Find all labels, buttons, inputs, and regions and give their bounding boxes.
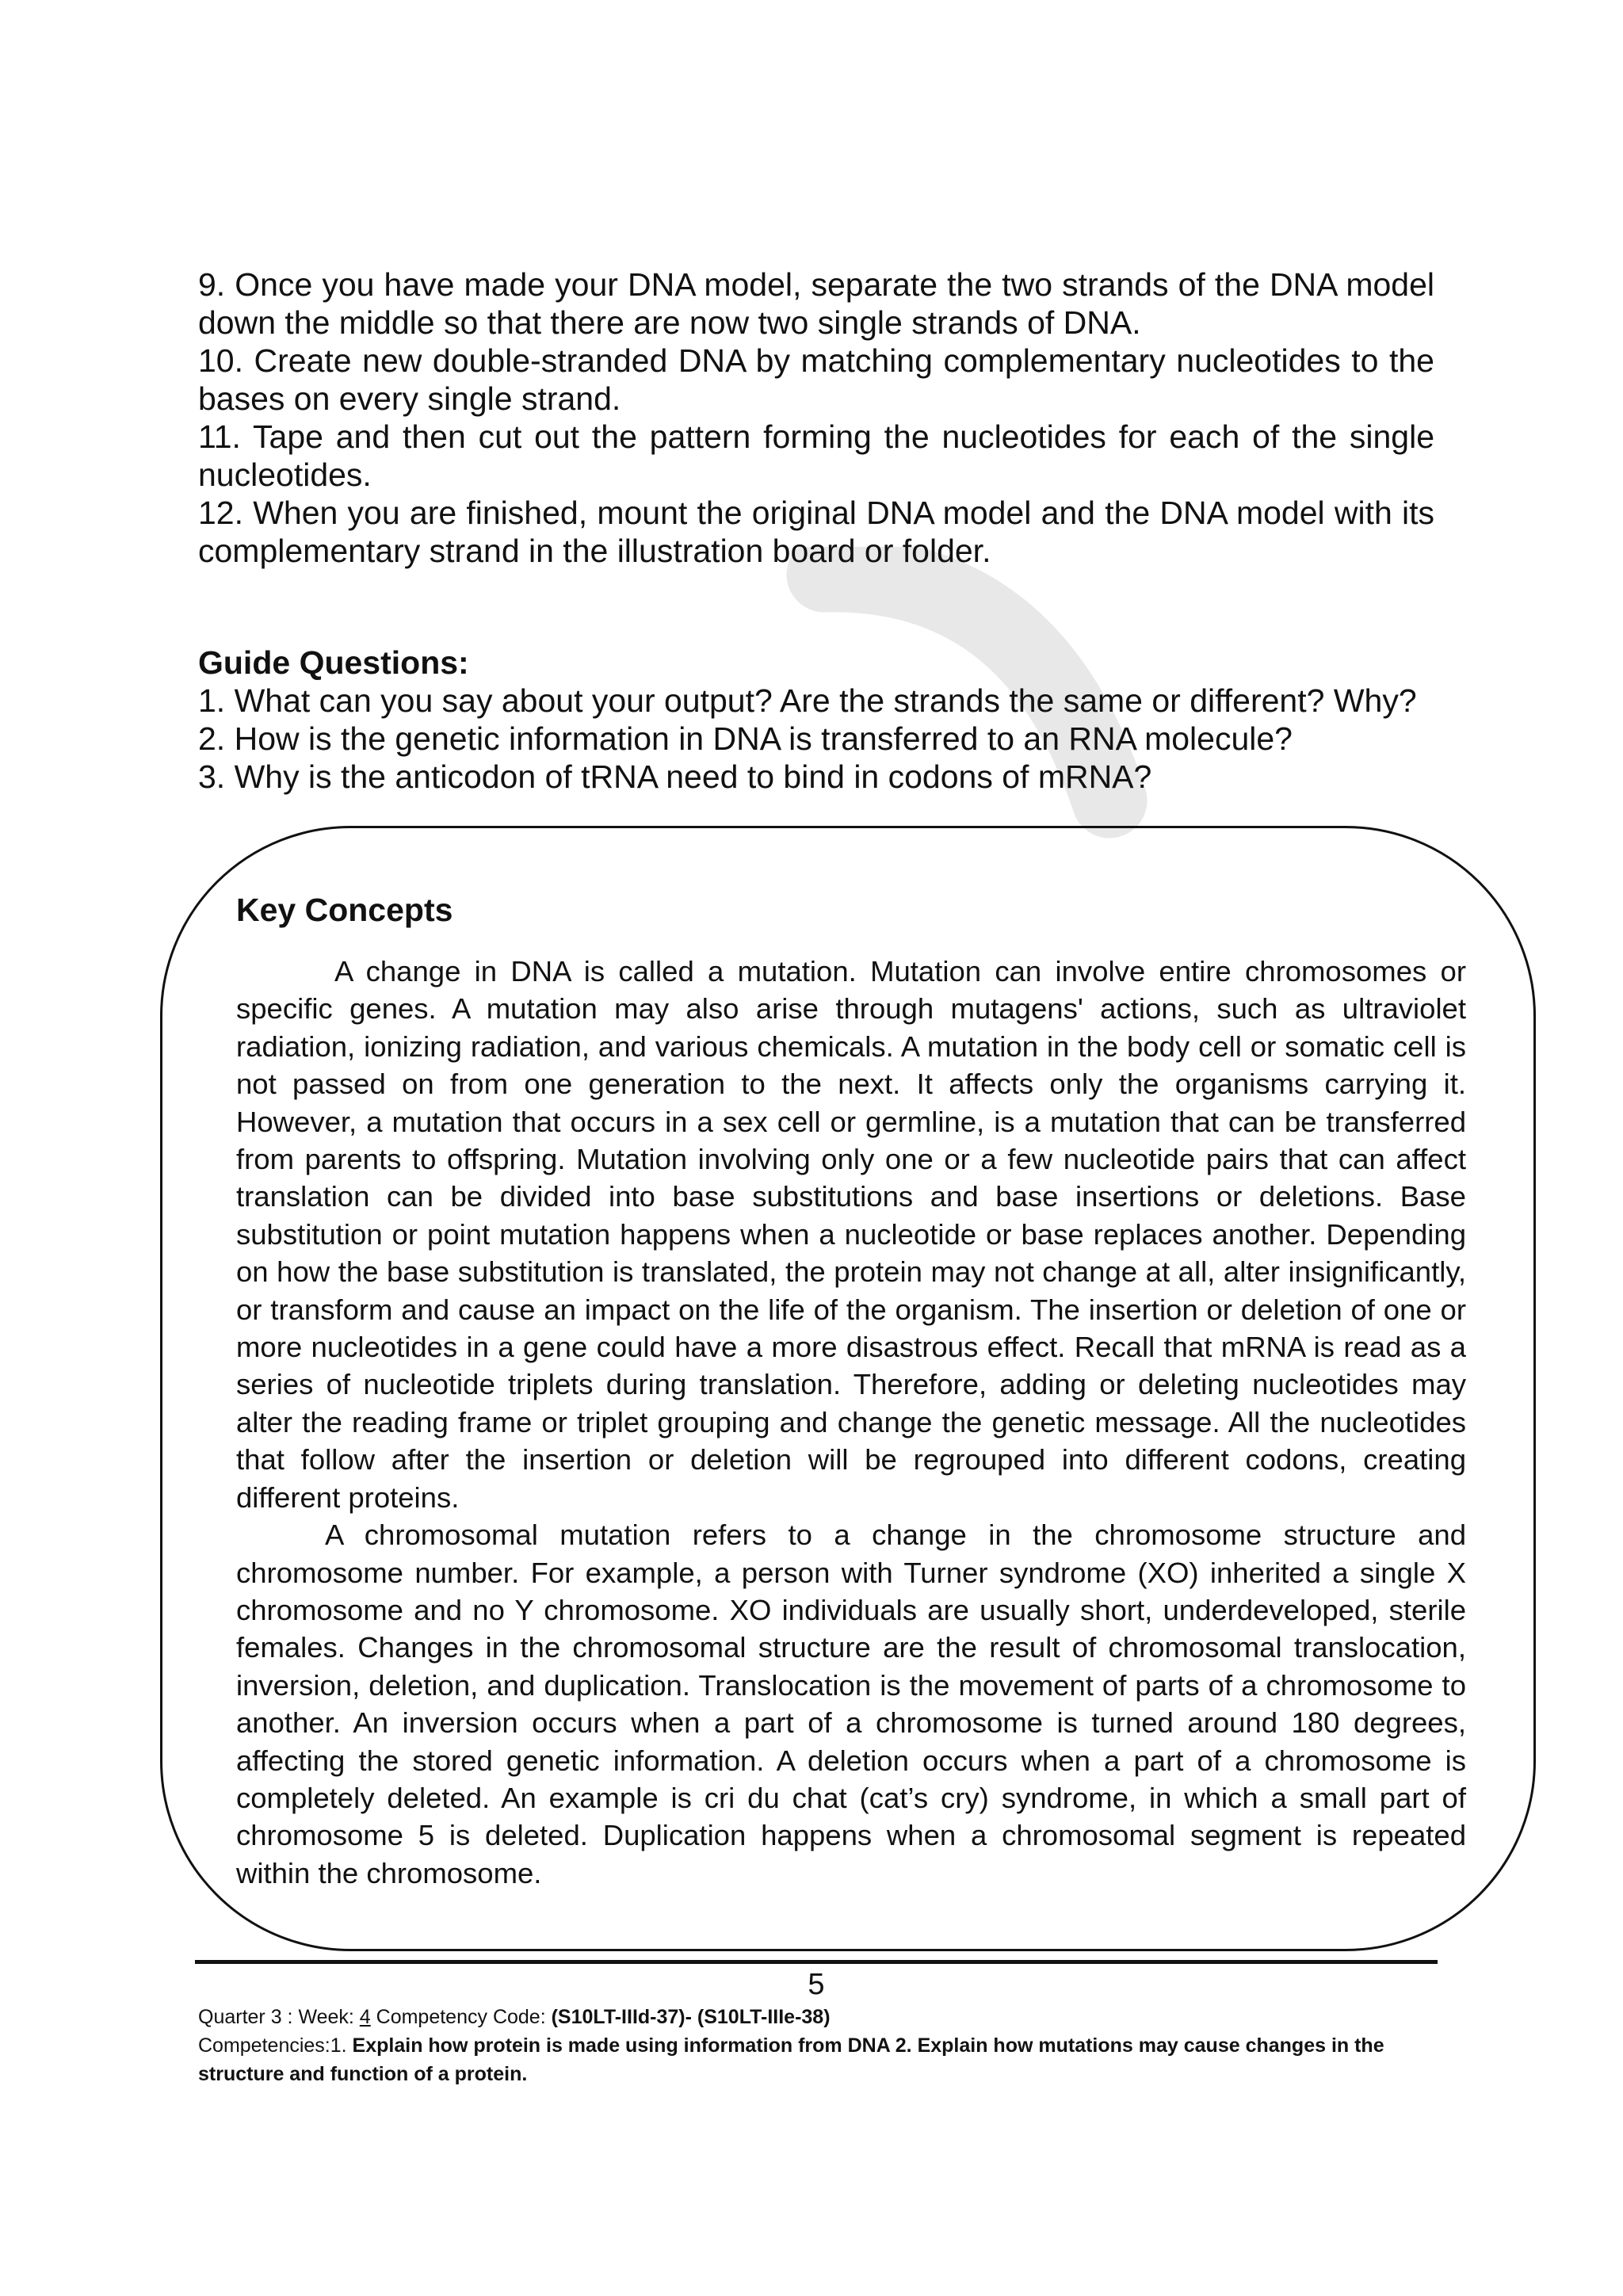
key-concepts-title: Key Concepts	[236, 892, 453, 928]
key-concepts-text	[236, 953, 1466, 1892]
key-concepts-paragraph-1: A change in DNA is called a mutation. Mutation can involve entire chromosomes or specific genes. A mutation may also arise through mutagens' actions, such as ultraviolet radiation, ionizing radiation, and various chemicals. A mutation in the body cell or somatic cell is not passed on from one generation to the next. It affects only the organisms carrying it. However, a mutation that occurs in a sex cell or germline, is a mutation that can be transferred from parents to offspring. Mutation involving only one or a few nucleotide pairs that can affect translation can be divided into base substitutions and base insertions or deletions. Base substitution or point mutation happens when a nucleotide or base replaces another. Depending on how the base substitution is translated, the protein may not change at all, alter insignificantly, or transform and cause an impact on the life of the organism. The insertion or deletion of one or more nucleotides in a gene could have a more disastrous effect. Recall that mRNA is read as a series of nucleotide triplets during translation. Therefore, adding or deleting nucleotides may alter the reading frame or triplet grouping and change the genetic message. All the nucleotides that follow after the insertion or deletion will be regrouped into different codons, creating different proteins.	[236, 955, 1466, 1514]
guide-question-1: 1. What can you say about your output? Are the strands the same or different? Why?	[198, 682, 1417, 719]
key-concepts-paragraph-2: A chromosomal mutation refers to a change in the chromosome structure and chromosome number. For example, a person with Turner syndrome (XO) inherited a single X chromosome and no Y chromosome. XO individuals are usually short, underdeveloped, sterile females. Changes in the chromosomal structure are the result of chromosomal translocation, inversion, deletion, and duplication. Translocation is the movement of parts of a chromosome to another. An inversion occurs when a part of a chromosome is turned around 180 degrees, affecting the stored genetic information. A deletion occurs when a part of a chromosome is completely deleted. An example is cri du chat (cat’s cry) syndrome, in which a small part of chromosome 5 is deleted. Duplication happens when a chromosomal segment is repeated within the chromosome.	[236, 1519, 1466, 1889]
guide-question-3: 3. Why is the anticodon of tRNA need to bind in codons of mRNA?	[198, 758, 1152, 795]
page-number: 5	[808, 1968, 825, 2001]
guide-questions	[198, 644, 1450, 796]
footer-competencies-line	[198, 2031, 1434, 2088]
competency-codes: (S10LT-IIId-37)- (S10LT-IIIe-38)	[551, 2006, 831, 2028]
instruction-step-11: 11. Tape and then cut out the pattern forming the nucleotides for each of the single nucleotides.	[198, 418, 1434, 493]
instruction-steps	[198, 266, 1434, 570]
footer	[198, 2003, 1434, 2088]
instruction-step-9: 9. Once you have made your DNA model, separate the two strands of the DNA model down the middle so that there are now two single strands of DNA.	[198, 266, 1434, 341]
guide-question-2: 2. How is the genetic information in DNA is transferred to an RNA molecule?	[198, 720, 1293, 757]
footer-quarter-line	[198, 2003, 1434, 2031]
competencies-label: Competencies:1.	[198, 2034, 353, 2057]
instruction-step-12: 12. When you are finished, mount the original DNA model and the DNA model with its complementary strand in the illustration board or folder.	[198, 495, 1434, 569]
guide-questions-title: Guide Questions:	[198, 644, 469, 681]
week-number: 4	[359, 2006, 371, 2028]
footer-rule	[195, 1960, 1438, 1964]
quarter-prefix: Quarter 3 : Week:	[198, 2006, 360, 2028]
instruction-step-10: 10. Create new double-stranded DNA by matching complementary nucleotides to the bases on every single strand.	[198, 342, 1434, 417]
competency-code-label: Competency Code:	[370, 2006, 552, 2028]
competencies-text: Explain how protein is made using information from DNA 2. Explain how mutations may cause changes in the structure and function of a protein.	[198, 2034, 1384, 2085]
